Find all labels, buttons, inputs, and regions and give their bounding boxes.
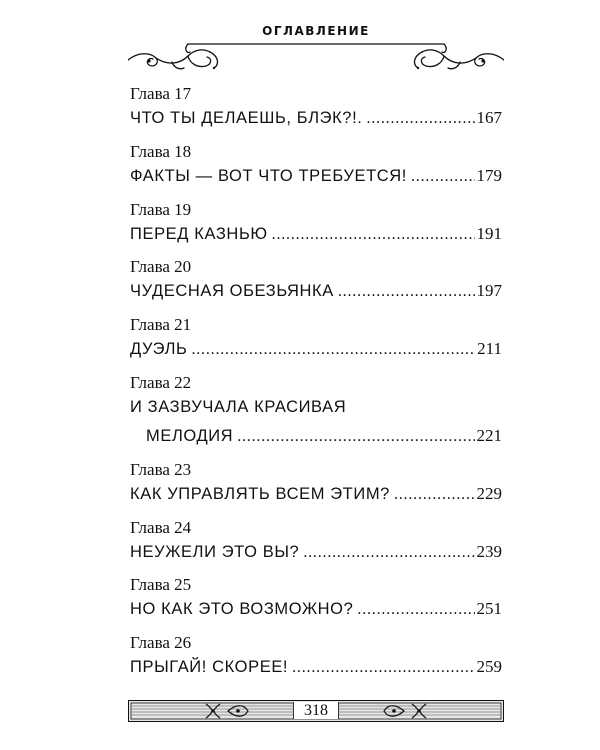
page-number: 251	[476, 599, 502, 619]
chapter-title: КАК УПРАВЛЯТЬ ВСЕМ ЭТИМ?	[130, 484, 390, 503]
toc-line	[130, 656, 502, 679]
dot-leader	[237, 426, 474, 448]
toc-entry[interactable]	[130, 633, 502, 691]
dot-leader	[272, 224, 475, 246]
toc-line	[130, 541, 502, 564]
chapter-label: Глава 24	[130, 517, 192, 537]
page-number: 211	[477, 339, 502, 359]
toc-line	[130, 223, 502, 246]
chapter-title: И ЗАЗВУЧАЛА КРАСИВАЯ	[130, 397, 347, 416]
chapter-label: Глава 22	[130, 372, 192, 392]
chapter-title: ЧТО ТЫ ДЕЛАЕШЬ, БЛЭК?!.	[130, 109, 363, 127]
dot-leader	[411, 166, 475, 188]
toc-line	[130, 396, 502, 418]
page-number: 229	[476, 483, 502, 503]
chapter-label: Глава 21	[130, 315, 192, 335]
page-footer	[128, 700, 504, 722]
dot-leader	[292, 657, 474, 679]
chapter-label: Глава 20	[130, 257, 192, 277]
toc-line	[130, 598, 502, 621]
page-number: 221	[476, 425, 502, 445]
chapter-label: Глава 18	[130, 141, 192, 161]
page-number: 179	[476, 165, 502, 185]
toc-entry[interactable]	[130, 460, 502, 518]
dot-leader	[303, 542, 474, 564]
toc-entry[interactable]	[130, 518, 502, 576]
dot-leader	[191, 339, 475, 361]
toc-entry[interactable]	[130, 575, 502, 633]
chapter-label: Глава 25	[130, 575, 192, 595]
chapter-title-continued: МЕЛОДИЯ	[146, 426, 234, 445]
toc-line	[130, 483, 502, 506]
toc-entry[interactable]	[130, 315, 502, 373]
table-of-contents	[130, 84, 502, 691]
page-header	[128, 16, 504, 76]
dot-leader	[394, 484, 475, 506]
header-title: ОГЛАВЛЕНИЕ	[262, 24, 370, 38]
toc-line	[130, 107, 502, 130]
page-number: 259	[476, 657, 502, 677]
chapter-title: НЕУЖЕЛИ ЭТО ВЫ?	[130, 542, 300, 561]
chapter-label: Глава 26	[130, 633, 192, 653]
page-number: 239	[476, 541, 502, 561]
chapter-title: ПРЫГАЙ! СКОРЕЕ!	[130, 658, 289, 677]
toc-entry[interactable]	[130, 142, 502, 200]
toc-line	[130, 338, 502, 361]
toc-entry[interactable]	[130, 200, 502, 258]
chapter-label: Глава 19	[130, 199, 192, 219]
toc-line	[146, 425, 502, 448]
chapter-title: НО КАК ЭТО ВОЗМОЖНО?	[130, 600, 354, 619]
chapter-title: ФАКТЫ — ВОТ ЧТО ТРЕБУЕТСЯ!	[130, 166, 407, 185]
chapter-title: ПЕРЕД КАЗНЬЮ	[130, 224, 268, 243]
toc-line	[130, 280, 502, 303]
toc-line	[130, 165, 502, 188]
footer-page-number: 318	[293, 702, 339, 719]
footer-page-number-wrap	[128, 701, 504, 721]
chapter-title: ЧУДЕСНАЯ ОБЕЗЬЯНКА	[130, 282, 334, 301]
page-number: 191	[476, 223, 502, 243]
page-number: 167	[476, 108, 502, 127]
dot-leader	[366, 108, 474, 130]
toc-entry[interactable]	[130, 373, 502, 460]
page-number: 197	[476, 281, 502, 301]
toc-entry[interactable]	[130, 84, 502, 142]
chapter-label: Глава 17	[130, 84, 192, 103]
dot-leader	[338, 281, 475, 303]
dot-leader	[357, 599, 474, 621]
toc-entry[interactable]	[130, 257, 502, 315]
chapter-label: Глава 23	[130, 459, 192, 479]
flourish-ornament-icon	[128, 38, 504, 78]
chapter-title: ДУЭЛЬ	[130, 340, 188, 359]
